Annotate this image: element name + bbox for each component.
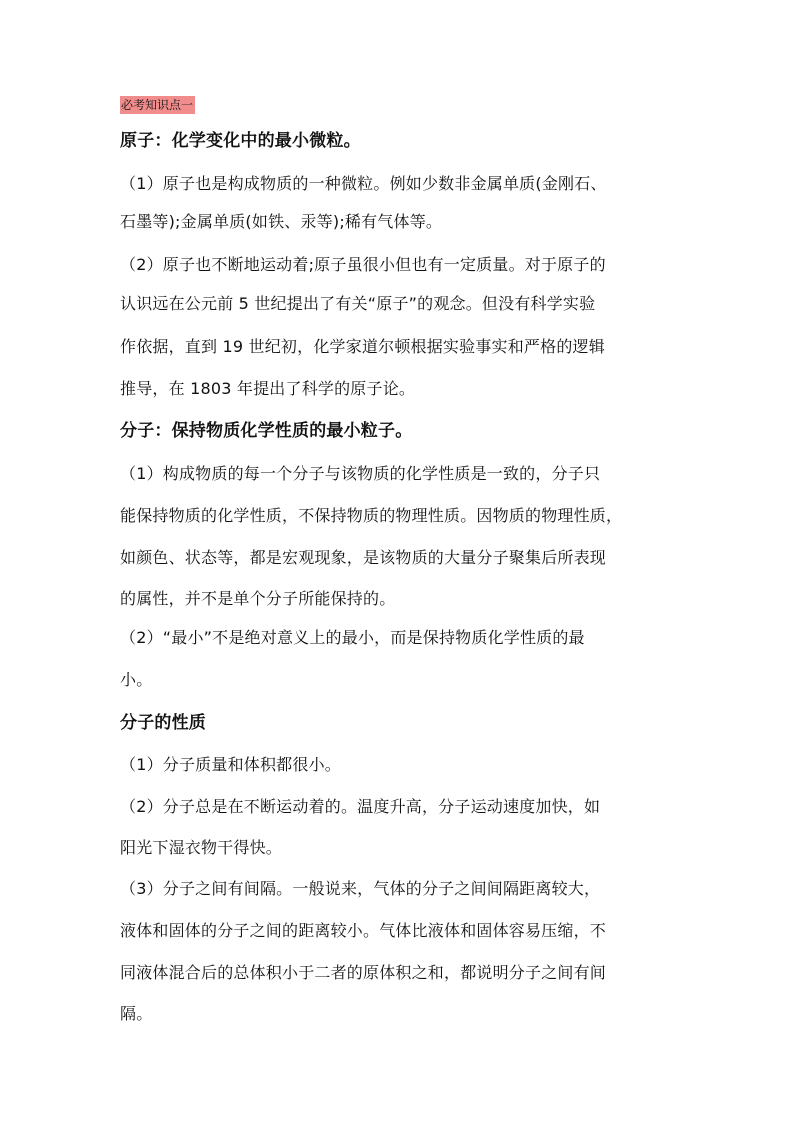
- paragraph-line: 能保持物质的化学性质，不保持物质的物理性质。因物质的物理性质，: [120, 506, 623, 525]
- heading-molecule-properties: 分子的性质: [120, 713, 206, 733]
- paragraph-line: 作依据，直到 19 世纪初，化学家道尔顿根据实验事实和严格的逻辑: [120, 337, 605, 356]
- paragraph-line: 阳光下湿衣物干得快。: [120, 838, 283, 857]
- paragraph-line: 认识远在公元前 5 世纪提出了有关“原子”的观念。但没有科学实验: [120, 294, 596, 313]
- paragraph-line: 同液体混合后的总体积小于二者的原体积之和，都说明分子之间有间: [120, 963, 607, 982]
- paragraph-line: （1）分子质量和体积都很小。: [120, 755, 341, 774]
- paragraph-line: 小。: [120, 670, 153, 689]
- paragraph-line: 液体和固体的分子之间的距离较小。气体比液体和固体容易压缩，不: [120, 921, 607, 940]
- paragraph-line: （2）原子也不断地运动着;原子虽很小但也有一定质量。对于原子的: [120, 255, 606, 274]
- paragraph-line: （2）“最小”不是绝对意义上的最小，而是保持物质化学性质的最: [120, 628, 585, 647]
- paragraph-line: 隔。: [120, 1004, 153, 1023]
- paragraph-line: （3）分子之间有间隔。一般说来，气体的分子之间间隔距离较大，: [120, 879, 601, 898]
- paragraph-line: （2）分子总是在不断运动着的。温度升高，分子运动速度加快，如: [120, 797, 601, 816]
- paragraph-line: 石墨等);金属单质(如铁、汞等);稀有气体等。: [120, 212, 443, 231]
- knowledge-point-tag: 必考知识点一: [121, 98, 194, 112]
- paragraph-line: 如颜色、状态等，都是宏观现象，是该物质的大量分子聚集后所表现: [120, 548, 607, 567]
- paragraph-line: 推导，在 1803 年提出了科学的原子论。: [120, 379, 416, 398]
- paragraph-line: （1）原子也是构成物质的一种微粒。例如少数非金属单质(金刚石、: [120, 174, 607, 193]
- heading-molecule: 分子：保持物质化学性质的最小粒子。: [120, 421, 413, 441]
- paragraph-line: （1）构成物质的每一个分子与该物质的化学性质是一致的，分子只: [120, 464, 601, 483]
- paragraph-line: 的属性，并不是单个分子所能保持的。: [120, 589, 396, 608]
- heading-atom: 原子：化学变化中的最小微粒。: [120, 131, 361, 151]
